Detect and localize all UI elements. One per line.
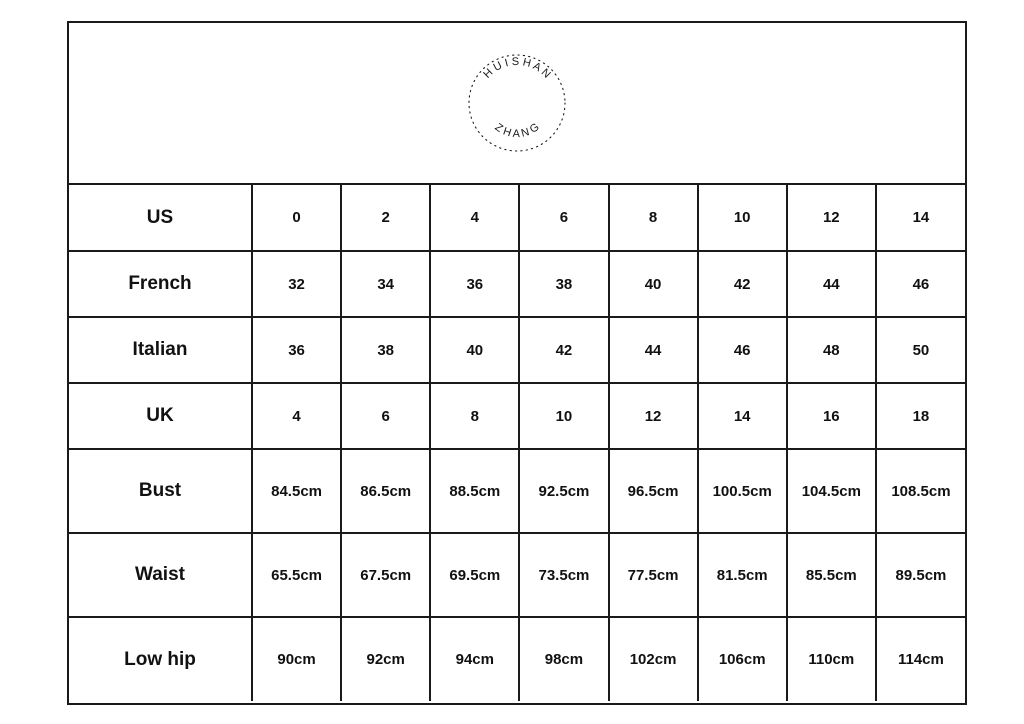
- dotted-circle-logo-icon: [467, 53, 567, 153]
- cell-uk-0: 4: [252, 383, 341, 449]
- size-chart-page: [67, 21, 967, 705]
- table-row: [69, 383, 965, 449]
- brand-name-line1: H U I S H A N: [481, 55, 553, 81]
- cell-low-hip-2: 94cm: [430, 617, 519, 701]
- cell-us-7: 14: [876, 185, 965, 251]
- cell-waist-7: 89.5cm: [876, 533, 965, 617]
- cell-us-3: 6: [519, 185, 608, 251]
- cell-italian-2: 40: [430, 317, 519, 383]
- cell-french-4: 40: [609, 251, 698, 317]
- cell-french-1: 34: [341, 251, 430, 317]
- size-conversion-table: [69, 185, 965, 701]
- cell-uk-3: 10: [519, 383, 608, 449]
- table-row: [69, 449, 965, 533]
- cell-bust-0: 84.5cm: [252, 449, 341, 533]
- row-label-french: French: [69, 251, 252, 317]
- cell-bust-5: 100.5cm: [698, 449, 787, 533]
- cell-low-hip-1: 92cm: [341, 617, 430, 701]
- cell-french-3: 38: [519, 251, 608, 317]
- cell-low-hip-4: 102cm: [609, 617, 698, 701]
- table-row: [69, 251, 965, 317]
- cell-us-5: 10: [698, 185, 787, 251]
- cell-french-6: 44: [787, 251, 876, 317]
- cell-uk-7: 18: [876, 383, 965, 449]
- cell-uk-4: 12: [609, 383, 698, 449]
- cell-uk-1: 6: [341, 383, 430, 449]
- cell-uk-6: 16: [787, 383, 876, 449]
- cell-uk-5: 14: [698, 383, 787, 449]
- table-row: [69, 185, 965, 251]
- cell-bust-3: 92.5cm: [519, 449, 608, 533]
- cell-us-1: 2: [341, 185, 430, 251]
- cell-us-6: 12: [787, 185, 876, 251]
- cell-bust-2: 88.5cm: [430, 449, 519, 533]
- table-row: [69, 617, 965, 701]
- row-label-italian: Italian: [69, 317, 252, 383]
- cell-italian-5: 46: [698, 317, 787, 383]
- cell-waist-6: 85.5cm: [787, 533, 876, 617]
- cell-bust-1: 86.5cm: [341, 449, 430, 533]
- cell-bust-4: 96.5cm: [609, 449, 698, 533]
- cell-us-4: 8: [609, 185, 698, 251]
- cell-italian-1: 38: [341, 317, 430, 383]
- cell-italian-4: 44: [609, 317, 698, 383]
- brand-header: [69, 23, 965, 185]
- cell-waist-4: 77.5cm: [609, 533, 698, 617]
- cell-low-hip-6: 110cm: [787, 617, 876, 701]
- brand-name-line2: Z H A N G: [492, 121, 542, 141]
- row-label-bust: Bust: [69, 449, 252, 533]
- cell-uk-2: 8: [430, 383, 519, 449]
- cell-bust-7: 108.5cm: [876, 449, 965, 533]
- cell-low-hip-5: 106cm: [698, 617, 787, 701]
- cell-waist-3: 73.5cm: [519, 533, 608, 617]
- table-row: [69, 533, 965, 617]
- cell-french-5: 42: [698, 251, 787, 317]
- cell-french-0: 32: [252, 251, 341, 317]
- cell-waist-5: 81.5cm: [698, 533, 787, 617]
- cell-italian-6: 48: [787, 317, 876, 383]
- cell-bust-6: 104.5cm: [787, 449, 876, 533]
- cell-french-2: 36: [430, 251, 519, 317]
- row-label-uk: UK: [69, 383, 252, 449]
- cell-waist-2: 69.5cm: [430, 533, 519, 617]
- cell-low-hip-0: 90cm: [252, 617, 341, 701]
- cell-low-hip-3: 98cm: [519, 617, 608, 701]
- cell-waist-0: 65.5cm: [252, 533, 341, 617]
- row-label-waist: Waist: [69, 533, 252, 617]
- cell-us-2: 4: [430, 185, 519, 251]
- cell-us-0: 0: [252, 185, 341, 251]
- cell-french-7: 46: [876, 251, 965, 317]
- table-row: [69, 317, 965, 383]
- row-label-low-hip: Low hip: [69, 617, 252, 701]
- row-label-us: US: [69, 185, 252, 251]
- cell-italian-0: 36: [252, 317, 341, 383]
- cell-italian-3: 42: [519, 317, 608, 383]
- cell-italian-7: 50: [876, 317, 965, 383]
- cell-low-hip-7: 114cm: [876, 617, 965, 701]
- cell-waist-1: 67.5cm: [341, 533, 430, 617]
